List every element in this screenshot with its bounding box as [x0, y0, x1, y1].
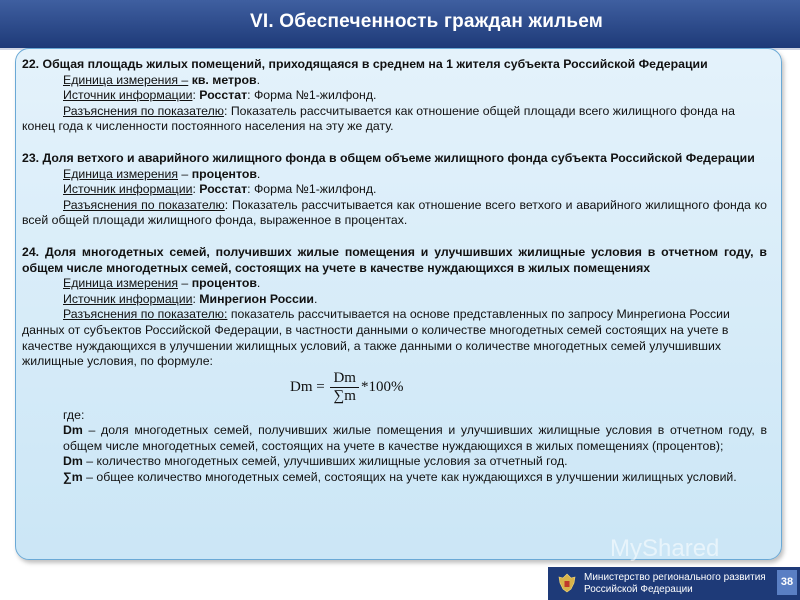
source-value: Росстат [199, 88, 248, 103]
formula-numerator: Dm [330, 370, 359, 388]
formula [22, 370, 767, 408]
definition-term: Dm [63, 423, 83, 438]
item-24-explanation [22, 307, 767, 369]
explanation-label: Разъяснения по показателю: [63, 307, 228, 322]
explanation-text: : Показатель рассчитывается как отношение общей площади всего жилищного фонда на конец года к численности постоянного населения на эту же дату. [22, 103, 735, 134]
item-24-source: Источник информации: Минрегион России. [63, 291, 318, 306]
source-rest: : Форма №1-жилфонд. [247, 88, 377, 103]
formula-rhs: *100% [360, 378, 404, 395]
item-23-unit: Единица измерения – процентов. [63, 166, 261, 181]
footer-bar [548, 567, 800, 600]
page-number: 38 [777, 570, 797, 595]
item-23-explanation [22, 198, 767, 229]
item-22-explanation [22, 104, 767, 135]
ministry-line-2: Российской Федерации [584, 584, 693, 595]
where-label: где: [63, 407, 85, 422]
formula-fraction [330, 370, 359, 405]
unit-label: Единица измерения [63, 166, 179, 181]
definition-term: Dm [63, 454, 83, 469]
explanation-text: показатель рассчитывается на основе представленных по запросу Минрегиона России данных от субъектов Российской Федерации, в частности данными о количестве многодетных семей состоящих на учете в качестве нуждающихся в улучшении жилищных условий, а также данными о количестве многодетных семей улучшивших жилищные условия, по формуле: [22, 307, 730, 369]
definition-text: – общее количество многодетных семей, состоящих на учете как нуждающихся в улучшении жилищных условий. [82, 470, 737, 485]
definition-text: – количество многодетных семей, улучшивших жилищные условия за отчетный год. [82, 454, 568, 469]
header-bar [0, 0, 800, 50]
formula-lhs: Dm = [290, 378, 325, 395]
definition-text: – доля многодетных семей, получивших жилые помещения и улучшивших жилищные условия в отчетном году, в общем числе многодетных семей, состоящих на учете в качестве нуждающихся в жилых помещениях (процентов); [63, 423, 767, 453]
definition-3 [22, 470, 767, 486]
definition-1 [22, 423, 767, 454]
source-value: Росстат [199, 182, 248, 197]
source-rest: : Форма №1-жилфонд. [247, 182, 377, 197]
explanation-text: : Показатель рассчитывается как отношение всего ветхого и аварийного жилищного фонда ко всей общей площади жилищного фонда, выраженное в процентах. [22, 197, 768, 228]
source-value: Минрегион России [199, 291, 314, 306]
coat-of-arms-icon [556, 572, 578, 594]
item-22-title: 22. Общая площадь жилых помещений, приходящаяся в среднем на 1 жителя субъекта Российской Федерации [22, 57, 708, 71]
definition-2 [22, 454, 767, 470]
formula-expression [290, 370, 403, 405]
unit-label: Единица измерения – [63, 72, 189, 87]
item-22-unit: Единица измерения – кв. метров. [63, 72, 261, 87]
source-label: Источник информации [63, 182, 193, 197]
definition-term: ∑m [63, 470, 83, 485]
formula-denominator: ∑m [333, 387, 356, 404]
unit-dash: – [178, 276, 192, 291]
item-22-source: Источник информации: Росстат: Форма №1-жилфонд. [63, 88, 377, 103]
watermark: MyShared [610, 535, 720, 562]
content-panel [15, 48, 782, 560]
source-label: Источник информации [63, 291, 193, 306]
explanation-label: Разъяснения по показателю [63, 103, 225, 118]
item-23-source: Источник информации: Росстат: Форма №1-жилфонд. [63, 182, 377, 197]
ministry-name [584, 572, 766, 596]
item-24-title: 24. Доля многодетных семей, получивших жилые помещения и улучшивших жилищные условия в отчетном году, в общем числе многодетных семей, состоящих на учете в качестве нуждающихся в жилых помещениях [22, 244, 767, 275]
unit-value: процентов [191, 276, 257, 291]
source-label: Источник информации [63, 88, 193, 103]
ministry-line-1: Министерство регионального развития [584, 572, 766, 583]
explanation-label: Разъяснения по показателю [63, 197, 225, 212]
page-title: VI. Обеспеченность граждан жильем [250, 11, 604, 32]
unit-dash: – [178, 166, 192, 181]
unit-value: процентов [191, 166, 257, 181]
item-24-unit: Единица измерения – процентов. [63, 276, 261, 291]
unit-label: Единица измерения [63, 276, 179, 291]
unit-value: кв. метров [191, 72, 257, 87]
item-23-title: 23. Доля ветхого и аварийного жилищного фонда в общем объеме жилищного фонда субъекта Российской Федерации [22, 150, 755, 165]
